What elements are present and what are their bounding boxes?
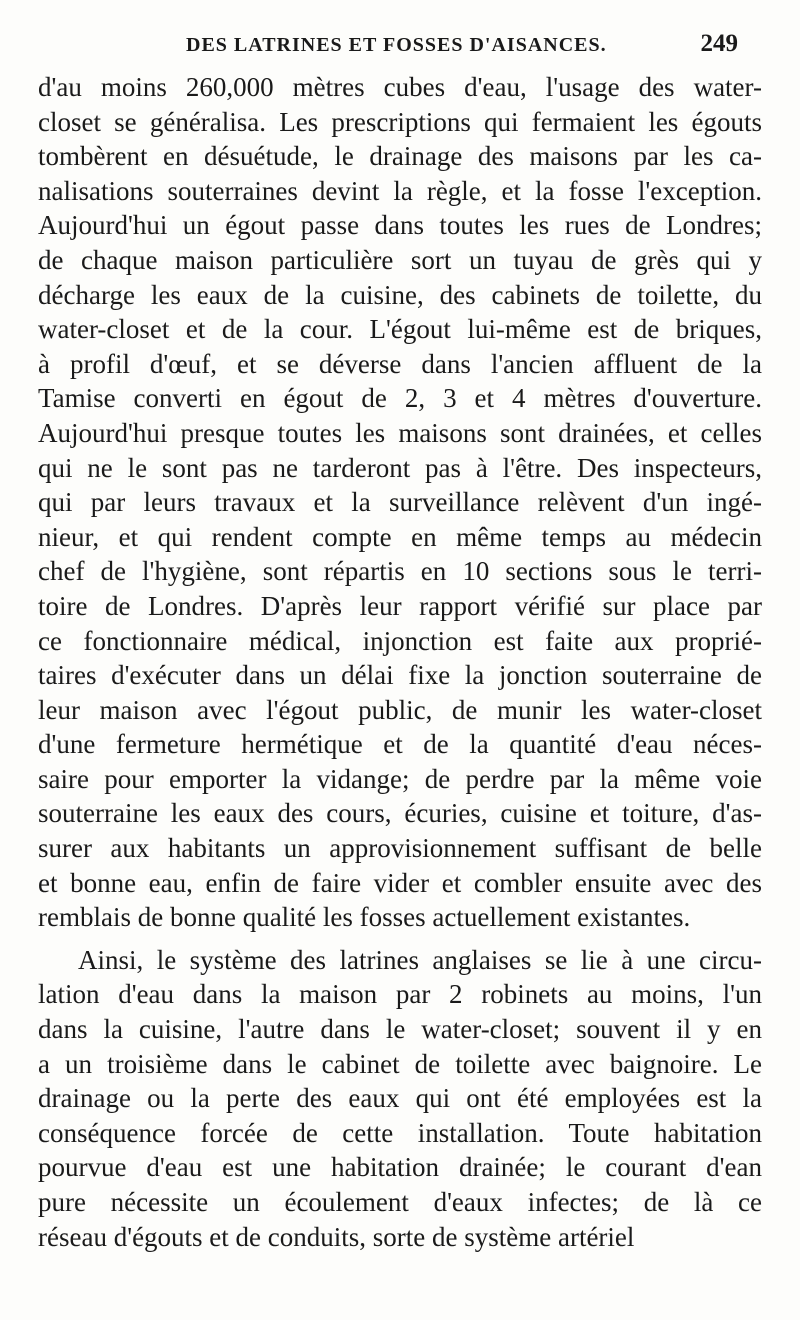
text-line: à profil d'œuf, et se déverse dans l'ancien affluent de la	[38, 348, 762, 379]
text-line: pure nécessite un écoulement d'eaux infectes; de là ce	[38, 1187, 762, 1217]
text-line: nieur, et qui rendent compte en même temps au médecin	[38, 521, 762, 552]
text-line: ce fonctionnaire médical, injonction est faite aux proprié-	[38, 625, 762, 656]
page-header	[40, 30, 752, 64]
text-line: lation d'eau dans la maison par 2 robinets au moins, l'un	[38, 979, 762, 1010]
text-line: water-closet et de la cour. L'égout lui-même est de briques,	[38, 314, 762, 345]
text-line: de chaque maison particulière sort un tuyau de grès qui y	[38, 244, 762, 275]
text-line: closet se généralisa. Les prescriptions qui fermaient les égouts	[38, 106, 762, 137]
text-line: qui par leurs travaux et la surveillance relèvent d'un ingé-	[38, 487, 762, 518]
text-line: taires d'exécuter dans un délai fixe la jonction souterraine de	[38, 660, 762, 691]
running-title: DES LATRINES ET FOSSES D'AISANCES.	[186, 34, 607, 56]
body-text	[38, 70, 762, 1254]
text-line: Aujourd'hui presque toutes les maisons sont drainées, et celles	[38, 417, 762, 448]
text-line: souterraine les eaux des cours, écuries, cuisine et toiture, d'as-	[38, 798, 762, 829]
text-line: qui ne le sont pas ne tarderont pas à l'être. Des inspecteurs,	[38, 452, 762, 483]
text-line: a un troisième dans le cabinet de toilette avec baignoire. Le	[38, 1048, 762, 1079]
text-line: Ainsi, le système des latrines anglaises se lie à une circu-	[78, 944, 762, 975]
text-line: et bonne eau, enfin de faire vider et combler ensuite avec des	[38, 867, 762, 898]
text-line: pourvue d'eau est une habitation drainée; le courant d'ean	[38, 1152, 762, 1183]
text-line: d'une fermeture hermétique et de la quantité d'eau néces-	[38, 729, 762, 760]
text-line: réseau d'égouts et de conduits, sorte de système artériel	[38, 1221, 635, 1252]
text-line: tombèrent en désuétude, le drainage des maisons par les ca-	[38, 141, 762, 172]
text-line: dans la cuisine, l'autre dans le water-closet; souvent il y en	[38, 1014, 762, 1045]
text-line: d'au moins 260,000 mètres cubes d'eau, l'usage des water-	[38, 72, 762, 102]
text-line: chef de l'hygiène, sont répartis en 10 sections sous le terri-	[38, 556, 762, 587]
text-line: nalisations souterraines devint la règle, et la fosse l'exception.	[38, 175, 762, 206]
text-line: surer aux habitants un approvisionnement suffisant de belle	[38, 833, 762, 864]
paragraph-2	[38, 943, 762, 1254]
text-line: saire pour emporter la vidange; de perdre par la même voie	[38, 763, 762, 794]
text-line: toire de Londres. D'après leur rapport vérifié sur place par	[38, 590, 762, 621]
text-line: décharge les eaux de la cuisine, des cabinets de toilette, du	[38, 279, 762, 310]
page-number: 249	[700, 30, 738, 57]
paragraph-gap	[38, 935, 762, 943]
text-line: drainage ou la perte des eaux qui ont été employées est la	[38, 1083, 762, 1114]
text-line: leur maison avec l'égout public, de munir les water-closet	[38, 694, 762, 725]
text-line: Tamise converti en égout de 2, 3 et 4 mètres d'ouverture.	[38, 383, 762, 414]
text-line: Aujourd'hui un égout passe dans toutes les rues de Londres;	[38, 210, 762, 241]
paragraph-1	[38, 70, 762, 935]
text-line: conséquence forcée de cette installation. Toute habitation	[38, 1117, 762, 1148]
text-line: remblais de bonne qualité les fosses actuellement existantes.	[38, 902, 691, 933]
